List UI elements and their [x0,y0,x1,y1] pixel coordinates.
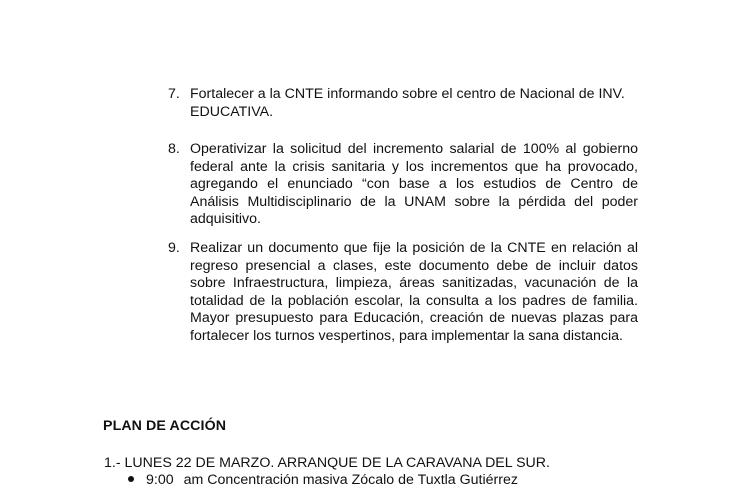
text-line: Realizar un documento que fije la posición de la CNTE en relación al [190,240,638,256]
list-item-number: 7. [168,86,180,102]
bullet-time: 9:00 [146,472,174,488]
text-line: agregando el enunciado “con base a los estudios de Centro de [190,176,638,193]
text-line: Mayor presupuesto para Educación, creación de nuevas plazas para [190,310,638,327]
bullet-text: am Concentración masiva Zócalo de Tuxtla Gutiérrez [183,472,518,488]
text-line: totalidad de la población escolar, la consulta a los padres de familia. [190,292,638,309]
text-line: Operativizar la solicitud del incremento salarial de 100% al gobierno [190,141,638,157]
list-item-text [190,141,638,229]
list-item-text [190,240,638,346]
text-line: EDUCATIVA. [190,103,274,120]
plan-heading: PLAN DE ACCIÓN [103,418,227,434]
list-item-number: 8. [168,141,180,157]
text-line: fortalecer los turnos vespertinos, para implementar la sana distancia. [190,327,623,344]
text-line: federal ante la crisis sanitaria y los incrementos que ha provocado, [190,158,638,175]
text-line: adquisitivo. [190,211,261,228]
list-item-7 [168,86,638,121]
plan-day-title: 1.- LUNES 22 DE MARZO. ARRANQUE DE LA CARAVANA DEL SUR. [104,455,550,471]
list-item-8 [168,141,638,229]
list-item-9 [168,240,638,346]
list-item-number: 9. [168,240,180,256]
text-line: Fortalecer a la CNTE informando sobre el centro de Nacional de INV. [190,86,625,102]
bullet-icon [128,476,134,482]
text-line: sobre Infraestructura, limpieza, áreas sanitizadas, vacunación de la [190,275,638,292]
text-line: Análisis Multidisciplinario de la UNAM sobre la pérdida del poder [190,193,638,210]
text-line: regreso presencial a clases, este documento debe de incluir datos [190,257,638,274]
list-item-text [190,86,638,121]
